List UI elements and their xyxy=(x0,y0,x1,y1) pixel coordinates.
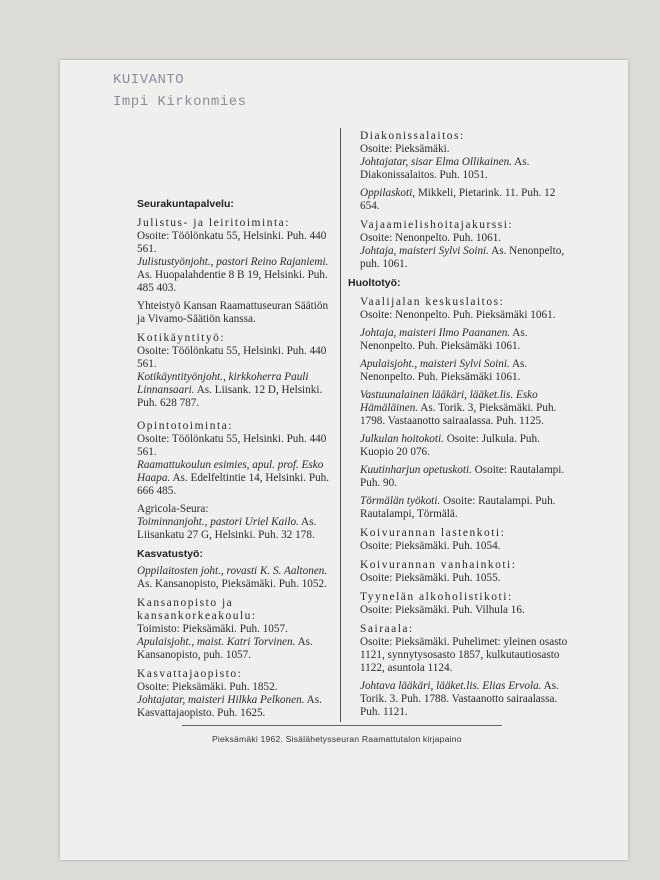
heading-koivuranta-lastenkoti: Koivurannan lastenkoti: xyxy=(360,527,506,539)
opinto-person: Raamattukoulun esimies, apul. prof. Esko Haapa. xyxy=(137,459,324,484)
heading-vajaamielishoitajakurssi: Vajaamielishoitajakurssi: xyxy=(360,219,514,231)
stamp-line-1: KUIVANTO xyxy=(113,72,185,88)
oppilaskoti-address: Mikkeli, Pietarink. 11. Puh. 12 654. xyxy=(360,187,556,212)
vajaamieli-person: Johtaja, maisteri Sylvi Soini. xyxy=(360,245,489,257)
koti-person-address: As. Liisank. 12 D, Helsinki. Puh. 628 787. xyxy=(137,384,323,409)
left-column xyxy=(137,198,335,720)
opinto-person-address: As. Edelfeltintie 14, Helsinki. Puh. 666 485. xyxy=(137,472,330,497)
julistus-person-address: As. Huopalahdentie 8 B 19, Helsinki. Puh. 485 403. xyxy=(137,269,328,294)
agricola-person-address: As. Liisankatu 27 G, Helsinki. Puh. 32 178. xyxy=(137,516,317,541)
column-divider xyxy=(340,128,341,722)
tormala-heading: Törmälän työkoti. xyxy=(360,495,441,507)
koti-person: Kotikäyntityönjoht., kirkkoherra Pauli Linnansaari. xyxy=(137,371,309,396)
heading-opinto: Opintotoiminta: xyxy=(137,420,233,432)
section-title-huoltotyo: Huoltotyö: xyxy=(348,277,401,289)
section-title-kasvatustyo: Kasvatustyö: xyxy=(137,548,203,560)
agricola-person: Toiminnanjoht., pastori Uriel Kailo. xyxy=(137,516,299,528)
julistus-person: Julistustyönjoht., pastori Reino Rajaniemi. xyxy=(137,256,329,268)
sairaala-address: Osoite: Pieksämäki. Puhelimet: yleinen osasto 1121, synnytysosasto 1857, kulkutautiosasto 1122, asuntola 1124. xyxy=(360,636,568,674)
kansanopisto-address: Toimisto: Pieksämäki. Puh. 1057. xyxy=(137,623,288,635)
opinto-address: Osoite: Töölönkatu 55, Helsinki. Puh. 440 561. xyxy=(137,433,327,458)
diakonissa-person-address: As. Diakonissalaitos. Puh. 1051. xyxy=(360,156,530,181)
oppilaitos-person-address: As. Kansanopisto, Pieksämäki. Puh. 1052. xyxy=(137,578,327,590)
stamp-line-2: Impi Kirkonmies xyxy=(113,94,247,110)
apulais-person-address: As. Nenonpelto. Puh. Pieksämäki 1061. xyxy=(360,358,528,383)
heading-kasvattajaopisto: Kasvattajaopisto: xyxy=(137,668,243,680)
vaalijala-person-address: As. Nenonpelto. Puh. Pieksämäki 1061. xyxy=(360,327,528,352)
vajaamieli-person-address: As. Nenonpelto, puh. 1061. xyxy=(360,245,565,270)
vaalijala-address: Osoite: Nenonpelto. Puh. Pieksämäki 1061. xyxy=(360,309,556,321)
heading-vaalijala: Vaalijalan keskuslaitos: xyxy=(360,296,505,308)
vastuu-person-address: As. Torik. 3, Pieksämäki. Puh. 1798. Vastaanotto sairaalassa. Puh. 1125. xyxy=(360,402,557,427)
koivu-lasten-address: Osoite: Pieksämäki. Puh. 1054. xyxy=(360,540,501,552)
diakonissa-address: Osoite: Pieksämäki. xyxy=(360,143,450,155)
vajaamieli-address: Osoite: Nenonpelto. Puh. 1061. xyxy=(360,232,502,244)
vastuu-person: Vastuunalainen lääkäri, lääket.lis. Esko Hämäläinen. xyxy=(360,389,538,414)
koivu-vanhain-address: Osoite: Pieksämäki. Puh. 1055. xyxy=(360,572,501,584)
kasvattaja-person-address: As. Kasvattajaopisto. Puh. 1625. xyxy=(137,694,322,719)
agricola-heading: Agricola-Seura: xyxy=(137,503,209,515)
vaalijala-person: Johtaja, maisteri Ilmo Paananen. xyxy=(360,327,511,339)
heading-kansanopisto: Kansanopisto ja kansankorkeakoulu: xyxy=(137,597,257,622)
kasvattaja-address: Osoite: Pieksämäki. Puh. 1852. xyxy=(137,681,278,693)
julkula-heading: Julkulan hoitokoti. xyxy=(360,433,444,445)
heading-koivuranta-vanhainkoti: Koivurannan vanhainkoti: xyxy=(360,559,517,571)
heading-diakonissalaitos: Diakonissalaitos: xyxy=(360,130,465,142)
julkula-address: Osoite: Julkula. Puh. Kuopio 20 076. xyxy=(360,433,540,458)
heading-sairaala: Sairaala: xyxy=(360,623,414,635)
apulais-person: Apulaisjoht., maisteri Sylvi Soini. xyxy=(360,358,510,370)
yhteistyo-note: Yhteistyö Kansan Raamattuseuran Säätiön ja Vivamo-Säätiön kanssa. xyxy=(137,300,329,325)
julistus-address: Osoite: Töölönkatu 55, Helsinki. Puh. 440 561. xyxy=(137,230,327,255)
sairaala-person: Johtava lääkäri, lääket.lis. Elias Ervola. xyxy=(360,680,542,692)
koti-address: Osoite: Töölönkatu 55, Helsinki. Puh. 440 561. xyxy=(137,345,327,370)
kuutinharju-heading: Kuutinharjun opetuskoti. xyxy=(360,464,472,476)
footer-rule xyxy=(182,725,502,726)
heading-tyynela: Tyynelän alkoholistikoti: xyxy=(360,591,513,603)
heading-julistus: Julistus- ja leiritoiminta: xyxy=(137,217,290,229)
kansanopisto-person: Apulaisjoht., maist. Katri Torvinen. xyxy=(137,636,296,648)
printer-footer: Pieksämäki 1962. Sisälähetysseuran Raamattutalon kirjapaino xyxy=(212,734,462,744)
oppilaskoti-heading: Oppilaskoti, xyxy=(360,187,416,199)
kuutinharju-address: Osoite: Rautalampi. Puh. 90. xyxy=(360,464,565,489)
section-title-seurakuntapalvelu: Seurakuntapalvelu: xyxy=(137,198,234,210)
heading-kotikaynti: Kotikäyntityö: xyxy=(137,332,226,344)
oppilaitos-person: Oppilaitosten joht., rovasti K. S. Aaltonen. xyxy=(137,565,328,577)
kansanopisto-person-address: As. Kansanopisto, puh. 1057. xyxy=(137,636,313,661)
kasvattaja-person: Johtajatar, maisteri Hilkka Pelkonen. xyxy=(137,694,305,706)
tormala-address: Osoite: Rautalampi. Puh. Rautalampi, Törmälä. xyxy=(360,495,556,520)
diakonissa-person: Johtajatar, sisar Elma Ollikainen. xyxy=(360,156,512,168)
right-column xyxy=(348,130,568,719)
tyynela-address: Osoite: Pieksämäki. Puh. Vilhula 16. xyxy=(360,604,525,616)
sairaala-person-address: As. Torik. 3. Puh. 1788. Vastaanotto sairaalassa. Puh. 1121. xyxy=(360,680,559,718)
